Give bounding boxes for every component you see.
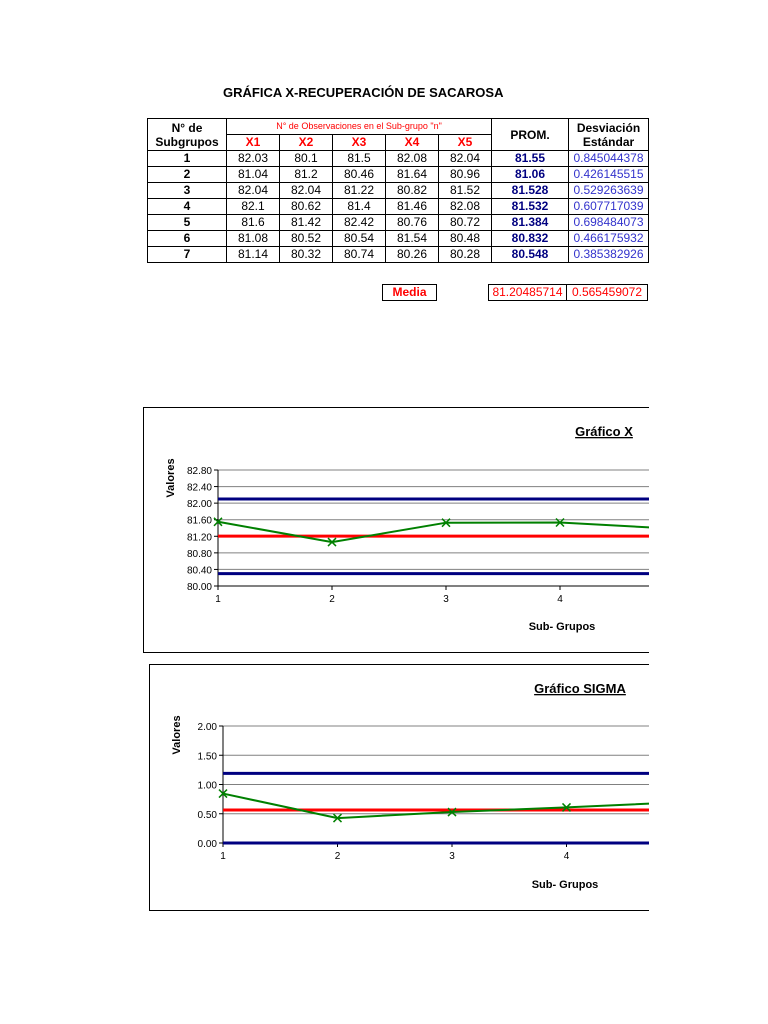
observation-cell: 81.2 [280, 167, 333, 183]
std-dev-cell: 0.466175932 [569, 231, 649, 247]
subgroup-number: 2 [148, 167, 227, 183]
observation-cell: 81.52 [439, 183, 492, 199]
y-axis-label: Valores [165, 458, 177, 498]
x-tick-label: 1 [215, 594, 221, 605]
std-dev-cell: 0.845044378 [569, 151, 649, 167]
y-tick-label: 82.00 [186, 499, 212, 511]
observation-cell: 81.14 [227, 247, 280, 263]
observation-cell: 82.08 [386, 151, 439, 167]
data-table [147, 118, 649, 263]
data-series-line [223, 794, 649, 819]
std-dev-cell: 0.607717039 [569, 199, 649, 215]
observation-cell: 82.04 [439, 151, 492, 167]
average-cell: 81.06 [492, 167, 569, 183]
chart-x-panel [143, 407, 649, 653]
table-row [148, 231, 649, 247]
y-tick-label: 82.40 [186, 482, 212, 494]
std-dev-cell: 0.426145515 [569, 167, 649, 183]
table-row [148, 167, 649, 183]
subgroup-number: 6 [148, 231, 227, 247]
x-tick-label: 3 [449, 851, 455, 862]
observation-cell: 81.4 [333, 199, 386, 215]
table-row [148, 247, 649, 263]
header-x5: X5 [439, 135, 492, 151]
x-axis-label: Sub- Grupos [531, 879, 599, 891]
header-average: PROM. [492, 119, 569, 151]
header-subgroups: N° de Subgrupos [148, 119, 227, 151]
observation-cell: 82.08 [439, 199, 492, 215]
observation-cell: 81.46 [386, 199, 439, 215]
average-cell: 81.532 [492, 199, 569, 215]
chart-sigma [150, 665, 649, 910]
std-dev-cell: 0.698484073 [569, 215, 649, 231]
observation-cell: 80.46 [333, 167, 386, 183]
x-axis-label: Sub- Grupos [528, 621, 596, 633]
observation-cell: 81.54 [386, 231, 439, 247]
observation-cell: 82.04 [280, 183, 333, 199]
y-axis-label: Valores [171, 715, 183, 755]
observation-cell: 80.26 [386, 247, 439, 263]
table-row [148, 199, 649, 215]
table-row [148, 151, 649, 167]
observation-cell: 80.48 [439, 231, 492, 247]
page-title: GRÁFICA X-RECUPERACIÓN DE SACAROSA [223, 85, 504, 100]
table-row [148, 215, 649, 231]
x-tick-label: 4 [557, 594, 563, 605]
header-std-dev: Desviación Estándar [569, 119, 649, 151]
x-tick-label: 2 [334, 851, 341, 862]
observation-cell: 81.08 [227, 231, 280, 247]
header-x1: X1 [227, 135, 280, 151]
observation-cell: 81.22 [333, 183, 386, 199]
chart-title: Gráfico X [575, 424, 633, 439]
observation-cell: 80.52 [280, 231, 333, 247]
average-cell: 80.832 [492, 231, 569, 247]
chart-sigma-panel [149, 664, 649, 911]
observation-cell: 80.1 [280, 151, 333, 167]
y-tick-label: 1.50 [197, 751, 217, 763]
observation-cell: 80.72 [439, 215, 492, 231]
average-cell: 81.528 [492, 183, 569, 199]
data-series-line [218, 522, 649, 542]
header-observations: N° de Observaciones en el Sub-grupo "n" [227, 119, 492, 135]
observation-cell: 80.82 [386, 183, 439, 199]
observation-cell: 81.5 [333, 151, 386, 167]
media-label: Media [382, 284, 437, 301]
chart-title: Gráfico SIGMA [534, 681, 626, 696]
chart-x [144, 408, 649, 652]
average-cell: 80.548 [492, 247, 569, 263]
y-tick-label: 80.40 [186, 565, 212, 577]
header-x2: X2 [280, 135, 333, 151]
subgroup-number: 5 [148, 215, 227, 231]
y-tick-label: 0.00 [197, 839, 217, 850]
y-tick-label: 81.20 [186, 532, 212, 544]
y-tick-label: 80.00 [186, 582, 212, 593]
y-tick-label: 82.80 [186, 466, 212, 477]
media-std-dev: 0.565459072 [566, 284, 648, 301]
observation-cell: 82.1 [227, 199, 280, 215]
observation-cell: 80.62 [280, 199, 333, 215]
x-tick-label: 2 [329, 594, 335, 605]
subgroup-number: 4 [148, 199, 227, 215]
y-tick-label: 0.50 [197, 809, 217, 821]
average-cell: 81.384 [492, 215, 569, 231]
std-dev-cell: 0.385382926 [569, 247, 649, 263]
observation-cell: 82.04 [227, 183, 280, 199]
subgroup-number: 3 [148, 183, 227, 199]
header-x4: X4 [386, 135, 439, 151]
observation-cell: 82.03 [227, 151, 280, 167]
media-average: 81.20485714 [488, 284, 567, 301]
table-row [148, 183, 649, 199]
observation-cell: 80.74 [333, 247, 386, 263]
observation-cell: 80.54 [333, 231, 386, 247]
y-tick-label: 80.80 [186, 548, 212, 560]
average-cell: 81.55 [492, 151, 569, 167]
y-tick-label: 1.00 [197, 780, 217, 792]
x-tick-label: 4 [563, 851, 570, 862]
std-dev-cell: 0.529263639 [569, 183, 649, 199]
observation-cell: 81.6 [227, 215, 280, 231]
observation-cell: 80.76 [386, 215, 439, 231]
y-tick-label: 2.00 [197, 722, 217, 733]
observation-cell: 80.28 [439, 247, 492, 263]
subgroup-number: 1 [148, 151, 227, 167]
observation-cell: 81.42 [280, 215, 333, 231]
observation-cell: 81.64 [386, 167, 439, 183]
observation-cell: 82.42 [333, 215, 386, 231]
subgroup-number: 7 [148, 247, 227, 263]
x-tick-label: 1 [220, 851, 226, 862]
observation-cell: 80.32 [280, 247, 333, 263]
y-tick-label: 81.60 [186, 515, 212, 527]
observation-cell: 80.96 [439, 167, 492, 183]
observation-cell: 81.04 [227, 167, 280, 183]
x-tick-label: 3 [443, 594, 449, 605]
header-x3: X3 [333, 135, 386, 151]
